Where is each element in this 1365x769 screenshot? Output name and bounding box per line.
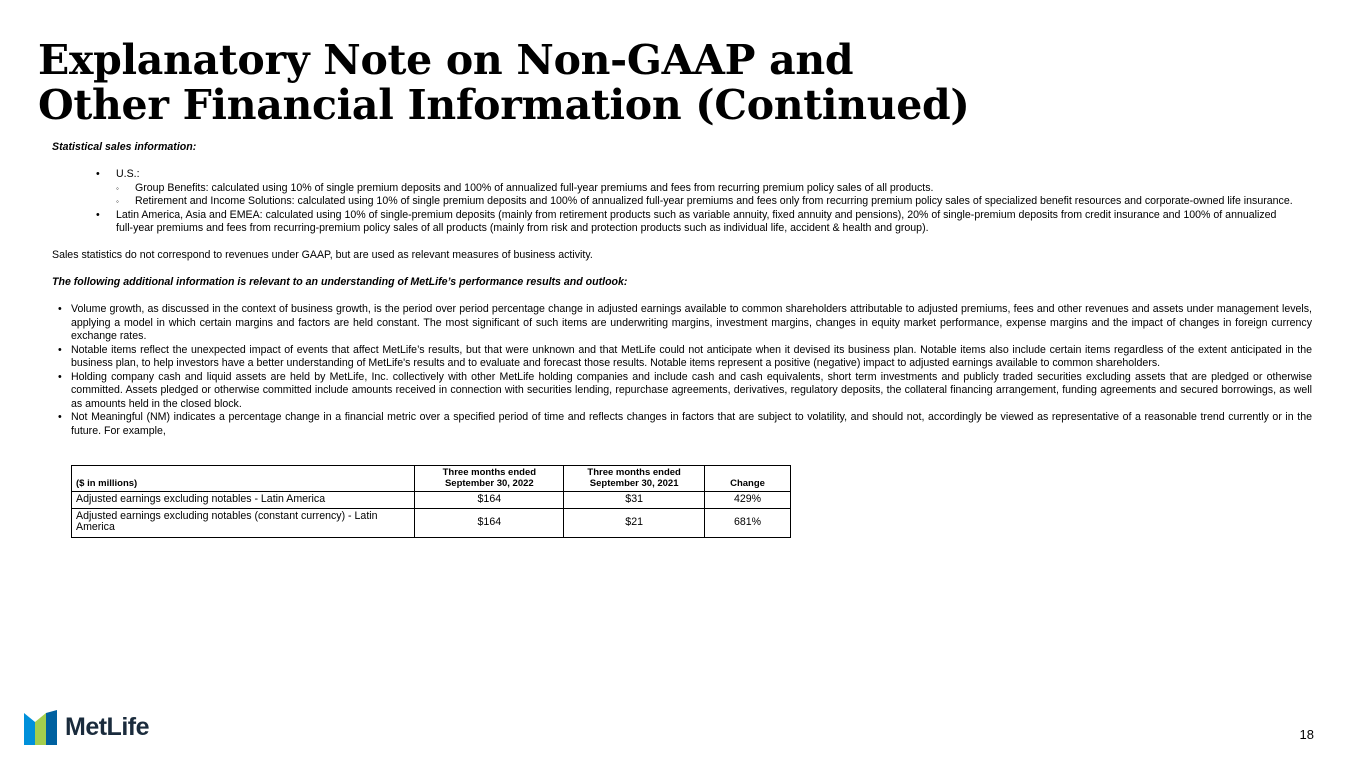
row-value-2022: $164 — [415, 508, 564, 537]
row-change: 681% — [705, 508, 791, 537]
circle-bullet-icon: ◦ — [116, 183, 119, 193]
sales-item-latam: • Latin America, Asia and EMEA: calculated using 10% of single-premium deposits (mainly from retirement products such as variable annuity, fixed annuity and pensions), 20% of single-premium deposits from credit insurance and 100% of annualized full-year premiums and fees from recurring-premium policy sales of all products (mainly from risk and protection products such as individual life, accident & health and group). — [96, 208, 1277, 234]
bullet-icon: • — [58, 343, 62, 356]
main-content — [52, 141, 1312, 438]
page-title-line-2: Other Financial Information (Continued) — [38, 81, 970, 129]
row-change: 429% — [705, 492, 791, 509]
bullet-icon: • — [96, 208, 100, 221]
metlife-logo-icon — [24, 710, 58, 745]
bullet-icon: • — [58, 411, 62, 423]
sales-list — [96, 168, 1294, 236]
page-title — [38, 38, 969, 128]
sales-subitem-ris: ◦ Retirement and Income Solutions: calculated using 10% of single premium deposits and 100% of annualized full-year premiums and fees only from recurring premium policy sales of specialized benefit resources and corporate-owned life insurance. — [116, 195, 1293, 207]
sales-subitem-group-benefits: ◦ Group Benefits: calculated using 10% of single premium deposits and 100% of annualized full-year premiums and fees from recurring premium policy sales of all products. — [116, 181, 934, 194]
table-row — [72, 508, 791, 537]
table-row — [72, 492, 791, 509]
performance-list — [58, 303, 1312, 438]
page-title-line-1: Explanatory Note on Non-GAAP and — [38, 36, 854, 84]
col-header-label: ($ in millions) — [72, 466, 415, 492]
us-sub-list — [116, 181, 1294, 209]
performance-item-holding-cash: • Holding company cash and liquid assets are held by MetLife, Inc. collectively with other MetLife holding companies and include cash and cash equivalents, short term investments and publicly traded securities excluding assets that are pledged or otherwise committed. Assets pledged or otherwise committed include amounts received in connection with securities lending, repurchase agreements, derivatives, regulatory deposits, the collateral financing arrangement, funding agreements and secured borrowings, as well as amounts held in the closed block. — [58, 370, 1312, 410]
bullet-icon: • — [58, 370, 62, 383]
row-value-2021: $31 — [564, 492, 705, 509]
page-number: 18 — [1299, 727, 1314, 742]
logo-text: MetLife — [65, 713, 149, 741]
row-value-2021: $21 — [564, 508, 705, 537]
sales-note: Sales statistics do not correspond to revenues under GAAP, but are used as relevant measures of business activity. — [52, 249, 593, 261]
performance-item-volume-growth: • Volume growth, as discussed in the context of business growth, is the period over period percentage change in adjusted earnings available to common shareholders attributable to adjusted premiums, fees and other revenues and assets under management levels, applying a model in which certain margins and factors are held constant. The most significant of such items are underwriting margins, investment margins, changes in equity market performance, expense margins and the impact of changes in foreign currency exchange rates. — [58, 303, 1312, 342]
performance-header: The following additional information is relevant to an understanding of MetLife’s performance results and outlook: — [52, 276, 628, 288]
bullet-icon: • — [96, 168, 100, 180]
row-value-2022: $164 — [415, 492, 564, 509]
performance-item-not-meaningful: • Not Meaningful (NM) indicates a percentage change in a financial metric over a specified period of time and reflects changes in factors that are subject to volatility, and should not, accordingly be viewed as representative of a reasonable trend currently or in the future. For example, — [58, 411, 1312, 437]
sales-header: Statistical sales information: — [52, 141, 197, 153]
sales-item-us — [96, 168, 1294, 209]
performance-item-notable-items: • Notable items reflect the unexpected impact of events that affect MetLife’s results, but that were unknown and that MetLife could not anticipate when it devised its business plan. Notable items also include certain items regardless of the extent anticipated in the business plan, to help investors have a better understanding of MetLife's results and to evaluate and forecast those results. Notable items represent a positive (negative) impact to adjusted earnings available to common shareholders. — [58, 343, 1312, 369]
row-label: Adjusted earnings excluding notables - Latin America — [72, 492, 415, 509]
example-table — [71, 465, 791, 538]
us-label: U.S.: — [116, 168, 140, 180]
col-header-change: Change — [705, 466, 791, 492]
metlife-logo — [24, 710, 149, 745]
col-header-2021: Three months ended September 30, 2021 — [564, 466, 705, 492]
row-label: Adjusted earnings excluding notables (constant currency) - Latin America — [72, 508, 415, 537]
col-header-2022: Three months ended September 30, 2022 — [415, 466, 564, 492]
bullet-icon: • — [58, 303, 62, 315]
circle-bullet-icon: ◦ — [116, 197, 119, 206]
table-header-row — [72, 466, 791, 492]
